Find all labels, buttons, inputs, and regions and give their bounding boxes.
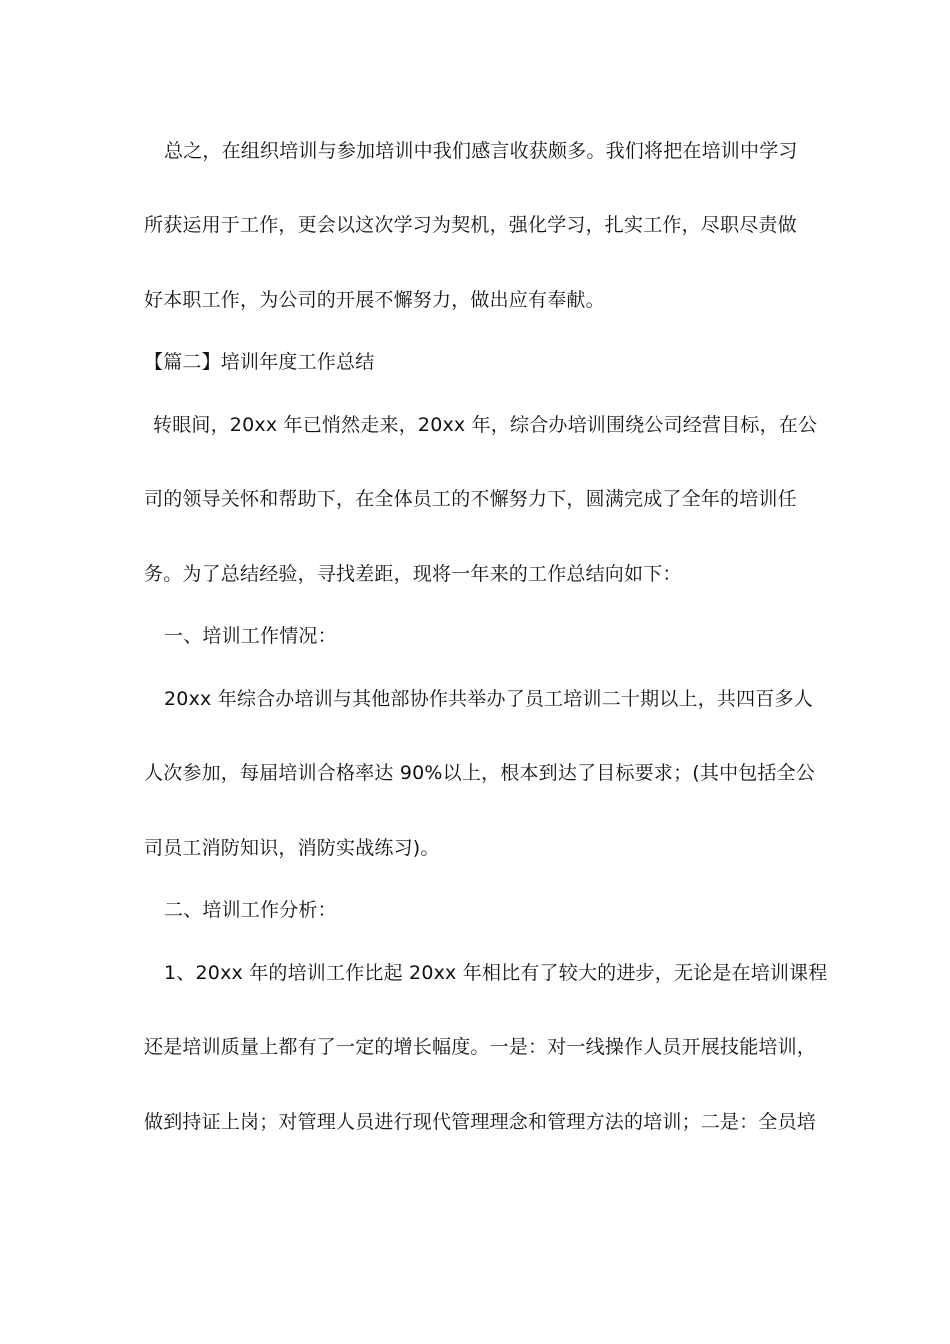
paragraph-4-line-1: 1、20xx 年的培训工作比起 20xx 年相比有了较大的进步，无论是在培训课程 bbox=[164, 962, 828, 984]
paragraph-2-line-3: 务。为了总结经验，寻找差距，现将一年来的工作总结向如下： bbox=[144, 563, 682, 585]
paragraph-1-line-3: 好本职工作，为公司的开展不懈努力，做出应有奉献。 bbox=[144, 289, 605, 311]
subheading-2: 二、培训工作分析： bbox=[164, 899, 337, 921]
paragraph-2-line-2: 司的领导关怀和帮助下，在全体员工的不懈努力下，圆满完成了全年的培训任 bbox=[144, 488, 797, 510]
paragraph-4-line-2: 还是培训质量上都有了一定的增长幅度。一是：对一线操作人员开展技能培训， bbox=[144, 1036, 817, 1058]
paragraph-1-line-1: 总之，在组织培训与参加培训中我们感言收获颇多。我们将把在培训中学习 bbox=[164, 140, 798, 162]
paragraph-3-line-3: 司员工消防知识，消防实战练习)。 bbox=[144, 837, 440, 859]
paragraph-2-line-1: 转眼间，20xx 年已悄然走来，20xx 年，综合办培训围绕公司经营目标，在公 bbox=[153, 414, 818, 436]
subheading-1: 一、培训工作情况： bbox=[164, 625, 337, 647]
paragraph-1-line-2: 所获运用于工作，更会以这次学习为契机，强化学习，扎实工作，尽职尽责做 bbox=[144, 214, 797, 236]
paragraph-3-line-1: 20xx 年综合办培训与其他部协作共举办了员工培训二十期以上，共四百多人 bbox=[164, 688, 813, 710]
paragraph-4-line-3: 做到持证上岗；对管理人员进行现代管理理念和管理方法的培训；二是：全员培 bbox=[144, 1111, 817, 1133]
section-heading: 【篇二】培训年度工作总结 bbox=[144, 351, 375, 373]
paragraph-3-line-2: 人次参加，每届培训合格率达 90%以上，根本到达了目标要求；(其中包括全公 bbox=[144, 762, 816, 784]
